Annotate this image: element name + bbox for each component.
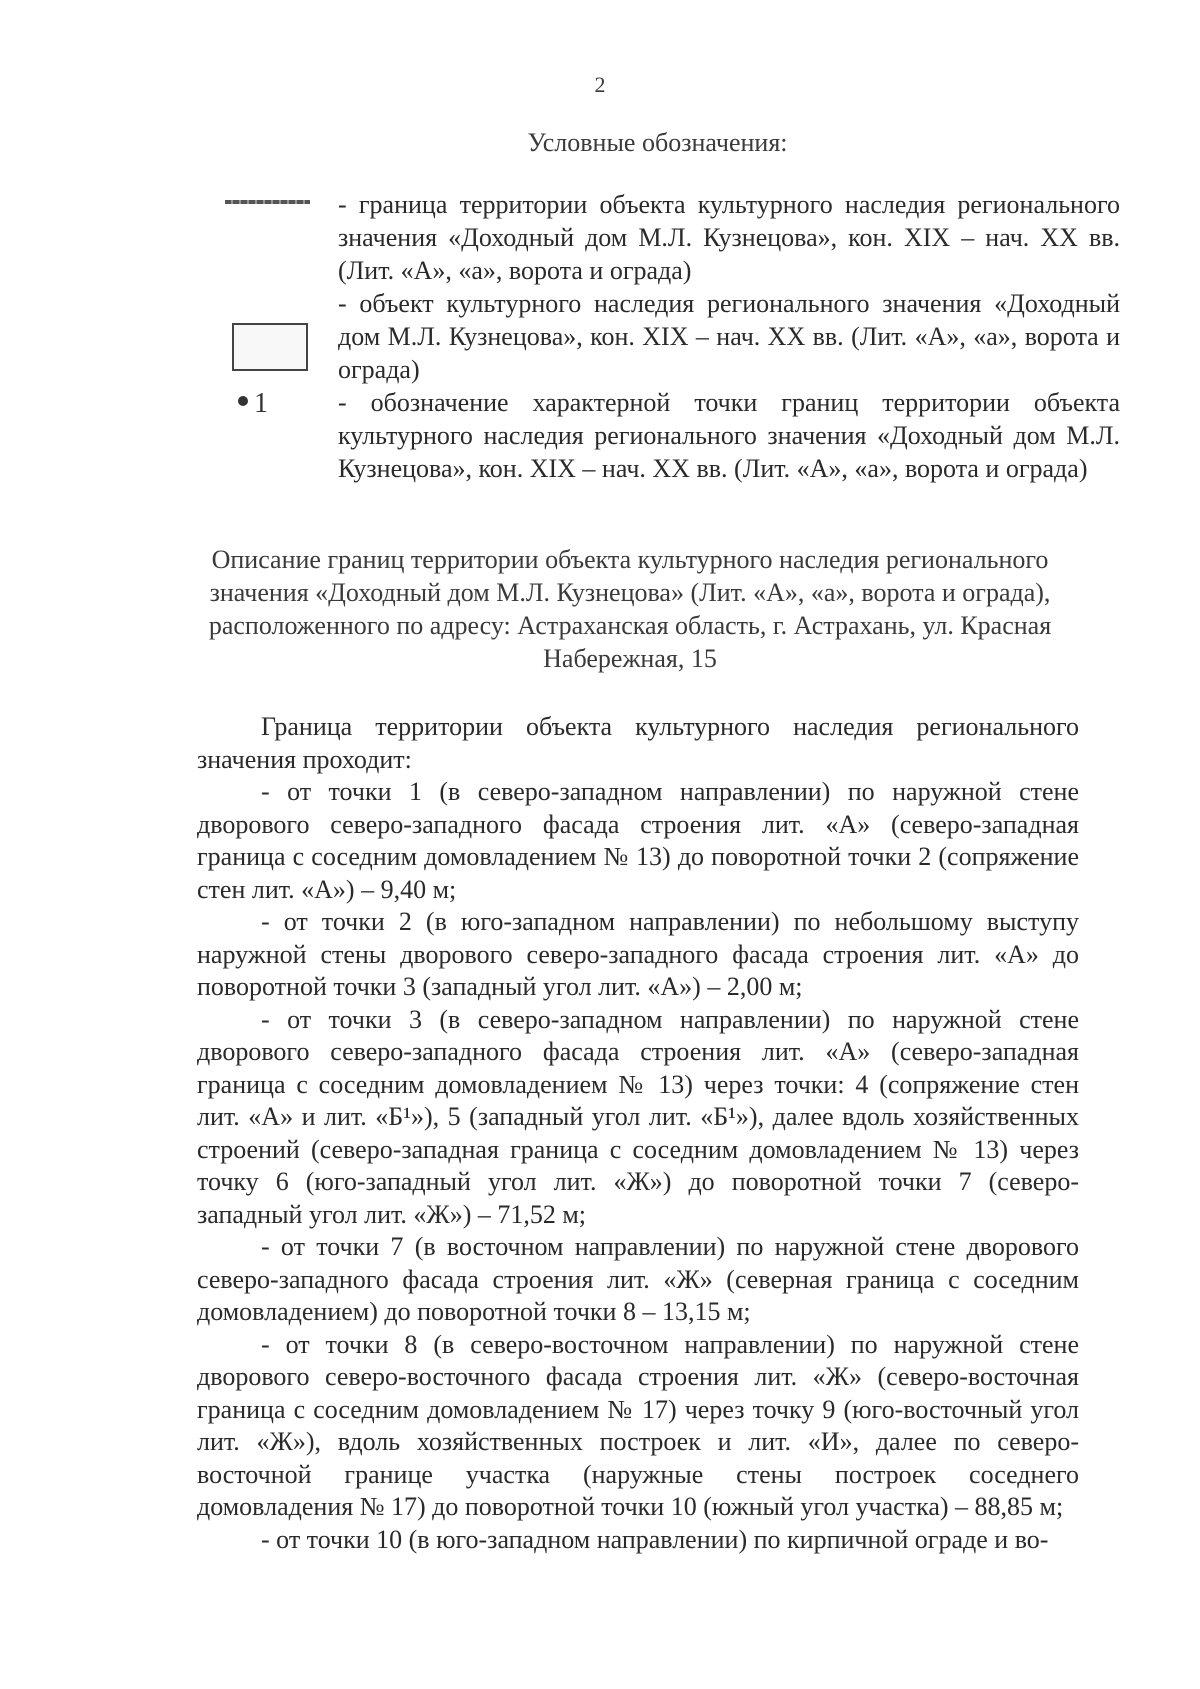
point-marker-label: 1 <box>254 388 268 419</box>
paragraph: - от точки 7 (в восточном направлении) по наружной стене дворового северо-западного фасада строения лит. «Ж» (северная граница с соседним домовладением) до поворотной точки 8 – 13,15 м; <box>197 1232 1079 1326</box>
legend-item-point <box>200 386 1120 485</box>
paragraph: - от точки 10 (в юго-западном направлении) по кирпичной ограде и во- <box>261 1524 1049 1554</box>
legend-item-object <box>200 287 1120 386</box>
legend-title: Условные обозначения: <box>527 128 788 157</box>
legend-item-text: - объект культурного наследия регионального значения «Доходный дом М.Л. Кузнецова», кон. XIX – нач. XX вв. (Лит. «А», «а», ворота и ограда) <box>338 289 1120 384</box>
page-number: 2 <box>594 72 606 97</box>
description-title: Описание границ территории объекта культурного наследия регионального значения «Доходный дом М.Л. Кузнецова» (Лит. «А», «а», ворота и ограда), расположенного по адресу: Астраханская область, г. Астрахань, ул. Красная Набережная, 15 <box>208 545 1052 673</box>
paragraph: - от точки 1 (в северо-западном направлении) по наружной стене дворового северо-западного фасада строения лит. «А» (северо-западная граница с соседним домовладением № 13) до поворотной точки 2 (сопряжение стен лит. «А») – 9,40 м; <box>197 777 1079 904</box>
legend-item-boundary <box>200 188 1120 287</box>
legend-item-text: - граница территории объекта культурного наследия регионального значения «Доходный дом М.Л. Кузнецова», кон. XIX – нач. XX вв. (Лит. «А», «а», ворота и ограда) <box>338 190 1120 285</box>
description-body <box>197 711 1079 1556</box>
paragraph: - от точки 8 (в северо-восточном направлении) по наружной стене дворового северо-восточного фасада строения лит. «Ж» (северо-восточная граница с соседним домовладением № 17) через точку 9 (юго-восточный угол лит. «Ж»), вдоль хозяйственных построек и лит. «И», далее по северо-восточной границе участка (наружные стены построек соседнего домовладения № 17) до поворотной точки 10 (южный угол участка) – 88,85 м; <box>197 1329 1079 1521</box>
legend <box>200 188 1120 485</box>
paragraph: Граница территории объекта культурного наследия регионального значения проходит: <box>197 712 1079 774</box>
paragraph: - от точки 2 (в юго-западном направлении) по небольшому выступу наружной стены дворового северо-западного фасада строения лит. «А» до поворотной точки 3 (западный угол лит. «А») – 2,00 м; <box>197 907 1079 1001</box>
paragraph: - от точки 3 (в северо-западном направлении) по наружной стене дворового северо-западного фасада строения лит. «А» (северо-западная граница с соседним домовладением № 13) через точки: 4 (сопряжение стен лит. «А» и лит. «Б¹»), 5 (западный угол лит. «Б¹»), далее вдоль хозяйственных строений (северо-западная граница с соседним домовладением № 13) через точку 6 (юго-западный угол лит. «Ж») до поворотной точки 7 (северо-западный угол лит. «Ж») – 71,52 м; <box>197 1004 1079 1229</box>
legend-item-text: - обозначение характерной точки границ территории объекта культурного наследия регионального значения «Доходный дом М.Л. Кузнецова», кон. XIX – нач. XX вв. (Лит. «А», «а», ворота и ограда) <box>338 388 1120 483</box>
